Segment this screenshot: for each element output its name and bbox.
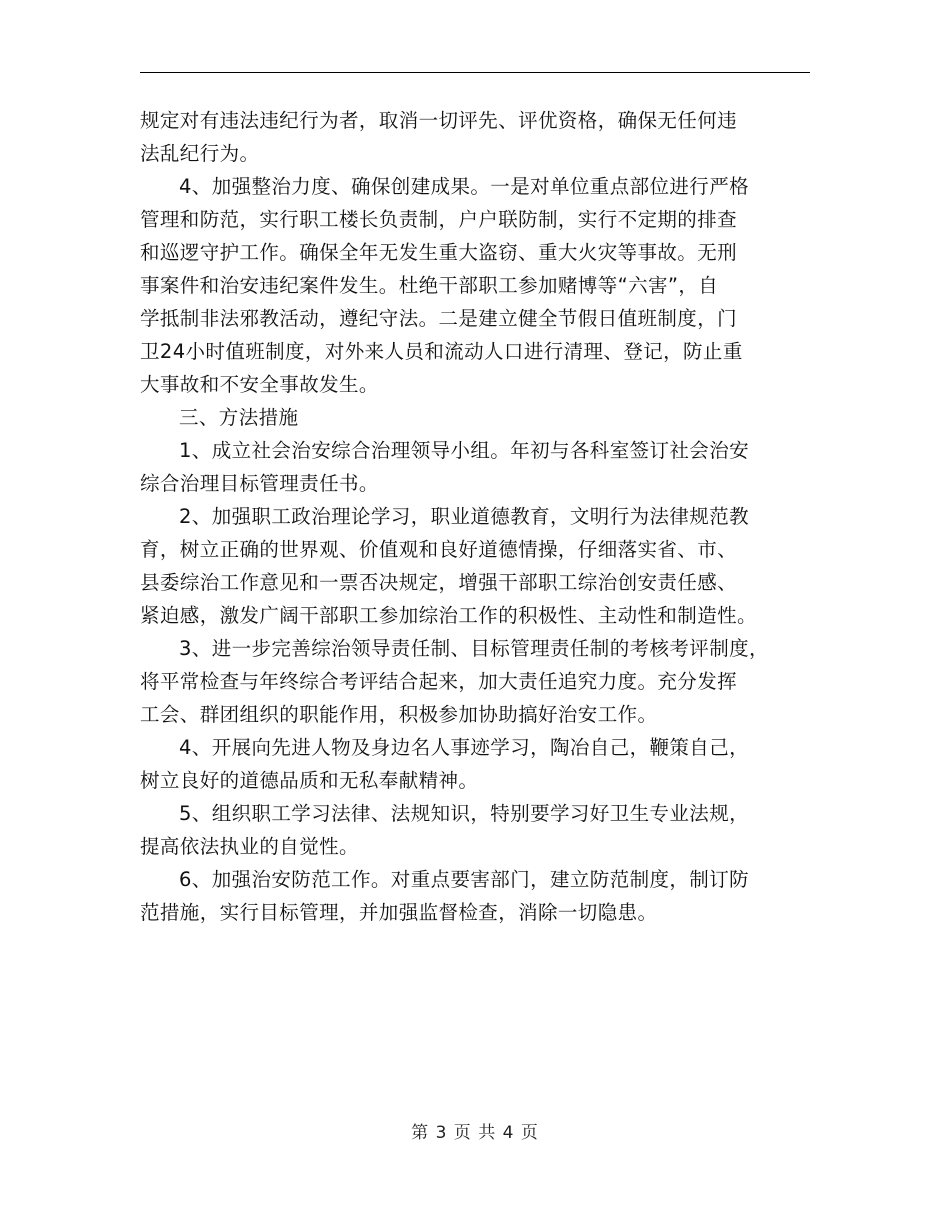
text-line: 6、加强治安防范工作。对重点要害部门，建立防范制度，制订防 — [179, 868, 750, 891]
text-line: 卫24小时值班制度，对外来人员和流动人口进行清理、登记，防止重 — [140, 340, 743, 363]
text-line: 紧迫感，激发广阔干部职工参加综治工作的积极性、主动性和制造性。 — [140, 604, 757, 627]
text-line: 5、组织职工学习法律、法规知识，特别要学习好卫生专业法规， — [179, 802, 750, 825]
text-line: 县委综治工作意见和一票否决规定，增强干部职工综治创安责任感、 — [140, 571, 738, 594]
text-line: 大事故和不安全事故发生。 — [140, 373, 379, 396]
text-line: 和巡逻守护工作。确保全年无发生重大盗窃、重大火灾等事故。无刑 — [140, 241, 738, 264]
text-line: 1、成立社会治安综合治理领导小组。年初与各科室签订社会治安 — [179, 439, 750, 462]
text-line: 提高依法执业的自觉性。 — [140, 835, 359, 858]
text-line: 工会、群团组织的职能作用，积极参加协助搞好治安工作。 — [140, 703, 658, 726]
page-number: 第 3 页 共 4 页 — [411, 1123, 539, 1143]
text-line: 树立良好的道德品质和无私奉献精神。 — [140, 769, 479, 792]
text-line: 管理和防范，实行职工楼长负责制，户户联防制，实行不定期的排查 — [140, 208, 738, 231]
text-line: 4、开展向先进人物及身边名人事迹学习，陶冶自己，鞭策自己， — [179, 736, 750, 759]
text-line: 3、进一步完善综治领导责任制、目标管理责任制的考核考评制度， — [179, 637, 769, 660]
text-line: 将平常检查与年终综合考评结合起来，加大责任追究力度。充分发挥 — [140, 670, 738, 693]
body-text — [140, 104, 812, 929]
text-line: 育，树立正确的世界观、价值观和良好道德情操，仔细落实省、市、 — [140, 538, 738, 561]
text-line: 4、加强整治力度、确保创建成果。一是对单位重点部位进行严格 — [179, 175, 750, 198]
text-line: 规定对有违法违纪行为者，取消一切评先、评优资格，确保无任何违 — [140, 109, 738, 132]
text-line: 学抵制非法邪教活动，遵纪守法。二是建立健全节假日值班制度，门 — [140, 307, 738, 330]
header-rule — [140, 72, 810, 73]
text-line: 2、加强职工政治理论学习，职业道德教育，文明行为法律规范教 — [179, 505, 750, 528]
text-line: 综合治理目标管理责任书。 — [140, 472, 379, 495]
text-line: 事案件和治安违纪案件发生。杜绝干部职工参加赌博等“六害”，自 — [140, 274, 719, 297]
text-line: 法乱纪行为。 — [140, 142, 260, 165]
text-line: 范措施，实行目标管理，并加强监督检查，消除一切隐患。 — [140, 901, 658, 924]
section-heading: 三、方法措施 — [179, 406, 299, 429]
